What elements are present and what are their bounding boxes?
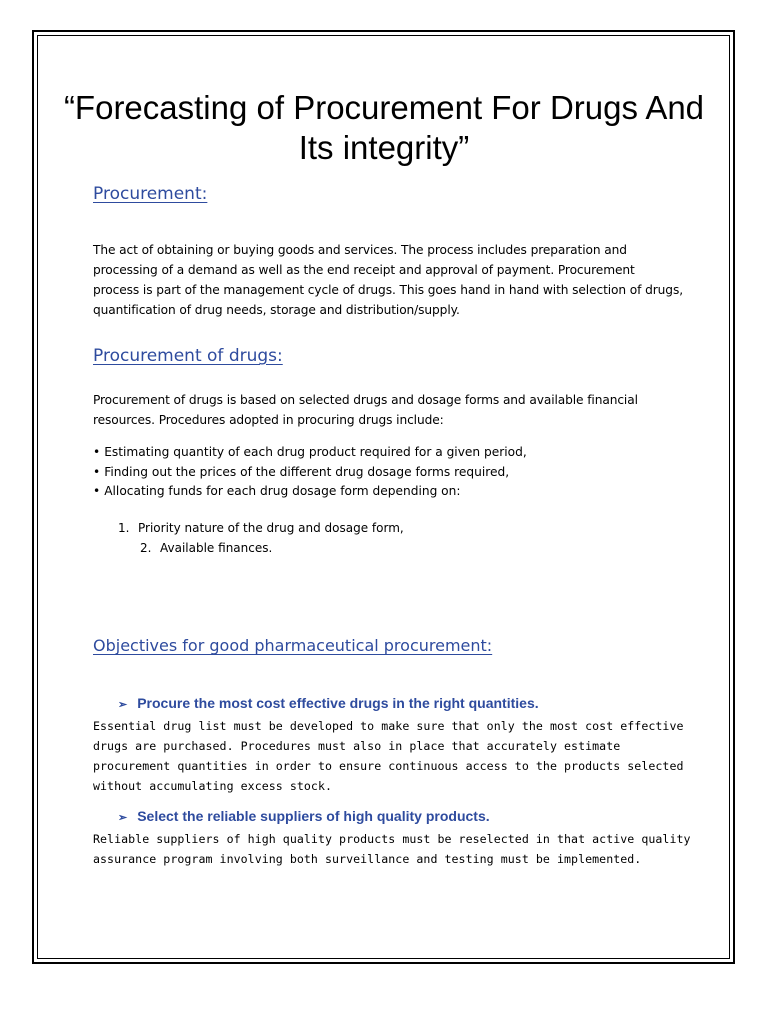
arrow-bullet-icon: ➢ <box>118 699 128 711</box>
drugs-intro-paragraph: Procurement of drugs is based on selected drugs and dosage forms and available financial resources. Procedures adopted in procuring drugs include: <box>93 393 638 427</box>
bullet-icon: • <box>93 445 101 459</box>
numbered-item-1 <box>118 519 404 537</box>
number-label: 2. <box>140 541 152 555</box>
heading-objectives: Objectives for good pharmaceutical procurement: <box>93 636 493 655</box>
document-title: “Forecasting of Procurement For Drugs And Its integrity” <box>63 89 705 166</box>
list-item-text: Estimating quantity of each drug product required for a given period, <box>104 445 527 459</box>
bullet-icon: • <box>93 484 101 498</box>
objective-paragraph-1: Essential drug list must be developed to make sure that only the most cost effective drugs are purchased. Procedures must also in place that accurately estimate procurement quantities in order to ensure continuous access to the products selected without accumulating excess stock. <box>93 719 684 793</box>
objective-title-text: Select the reliable suppliers of high quality products. <box>137 808 490 824</box>
list-item <box>93 463 527 483</box>
procedure-bullet-list <box>93 443 527 502</box>
numbered-item-text: Available finances. <box>160 541 273 555</box>
list-item-text: Allocating funds for each drug dosage form depending on: <box>104 484 461 498</box>
list-item <box>93 443 527 463</box>
objective-title-1 <box>118 694 539 714</box>
arrow-bullet-icon: ➢ <box>118 812 128 824</box>
bullet-icon: • <box>93 464 101 479</box>
objective-title-text: Procure the most cost effective drugs in the right quantities. <box>137 695 539 711</box>
list-item <box>93 482 527 502</box>
list-item-text: Finding out the prices of the different drug dosage forms required, <box>104 464 510 479</box>
heading-procurement: Procurement: <box>93 184 208 204</box>
numbered-item-text: Priority nature of the drug and dosage form, <box>138 521 404 535</box>
procurement-paragraph: The act of obtaining or buying goods and services. The process includes preparation and processing of a demand as well as the end receipt and approval of payment. Procurement process is part of the management cycle of drugs. This goes hand in hand with selection of drugs, quantification of drug needs, storage and distribution/supply. <box>93 243 683 317</box>
number-label: 1. <box>118 521 130 535</box>
objective-paragraph-2: Reliable suppliers of high quality products must be reselected in that active quality assurance program involving both surveillance and testing must be implemented. <box>93 832 691 866</box>
heading-procurement-of-drugs: Procurement of drugs: <box>93 346 283 366</box>
numbered-item-2 <box>140 539 272 557</box>
objective-title-2 <box>118 807 490 827</box>
